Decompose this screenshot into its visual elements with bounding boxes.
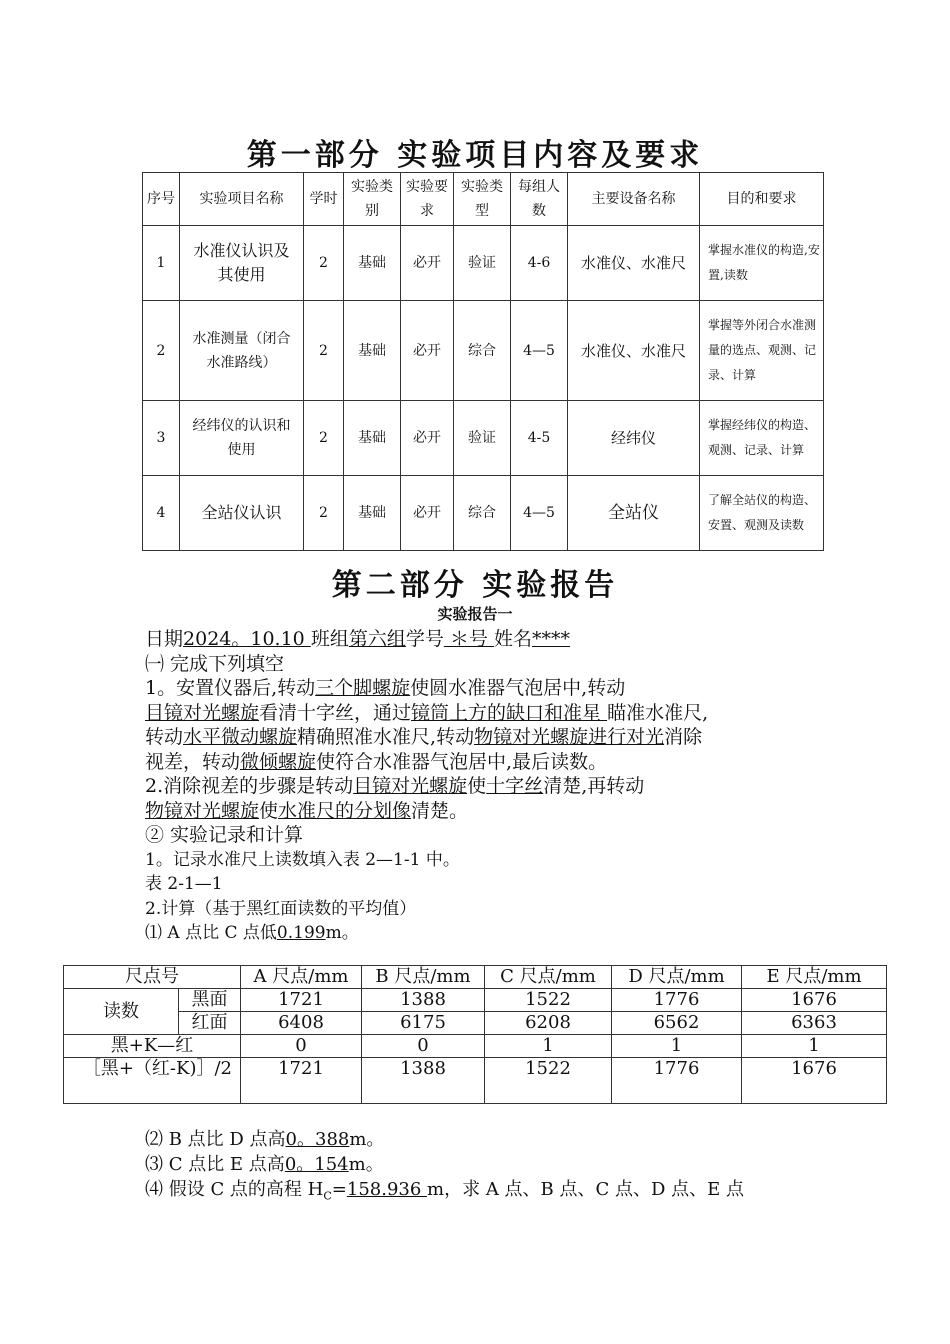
name-value: **** — [531, 628, 570, 650]
table-cell: 经纬仪的认识和使用 — [180, 401, 304, 476]
header-cell: 实验类别 — [344, 173, 401, 226]
report-title: 实验报告一 — [437, 605, 513, 623]
info-line — [145, 627, 845, 652]
row-label: 红面 — [179, 1012, 241, 1035]
text: 使 — [467, 775, 487, 797]
table-cell: 1721 — [241, 1058, 362, 1104]
calc-line-2 — [145, 1127, 744, 1152]
answer: 0.199 — [276, 923, 326, 943]
date-label: 日期 — [145, 628, 184, 650]
table-row — [64, 989, 887, 1012]
table-cell: 掌握经纬仪的构造、观测、记录、计算 — [700, 401, 824, 476]
answer: 镜筒上方的缺口和准星 — [411, 701, 608, 724]
table-cell: 4-6 — [511, 226, 568, 301]
answer: 水平微动螺旋 — [183, 726, 298, 748]
text: 看清十字丝，通过 — [259, 701, 412, 724]
answer: 158.936 — [346, 1179, 428, 1200]
header-cell: D 尺点/mm — [612, 966, 742, 989]
text: m。 — [349, 1129, 385, 1150]
answer: 微倾螺旋 — [240, 750, 317, 773]
table-cell: 1388 — [362, 1058, 485, 1104]
table-cell: 了解全站仪的构造、安置、观测及读数 — [700, 476, 824, 551]
answer: 十字丝 — [486, 775, 544, 797]
text: = — [331, 1179, 347, 1200]
table-cell: 1776 — [612, 1058, 742, 1104]
answer: 目镜对光螺旋 — [353, 775, 468, 797]
text: m。 — [348, 1154, 384, 1175]
table-cell: 综合 — [454, 301, 511, 401]
table-cell: 4—5 — [511, 301, 568, 401]
table-cell: 6175 — [362, 1012, 485, 1035]
q1-line1 — [145, 676, 845, 701]
table-row — [143, 301, 824, 401]
section2-title: ② 实验记录和计算 — [145, 824, 304, 846]
table-cell: 1676 — [742, 1058, 887, 1104]
table-cell: 6208 — [485, 1012, 612, 1035]
row-label: 读数 — [64, 989, 179, 1035]
header-cell: 每组人数 — [511, 173, 568, 226]
header-cell: C 尺点/mm — [485, 966, 612, 989]
table-row — [64, 1035, 887, 1058]
table-header-row — [64, 966, 887, 989]
table-row — [143, 401, 824, 476]
header-cell: 学时 — [304, 173, 344, 226]
table-cell: 1776 — [612, 989, 742, 1012]
text: 使圆水准器气泡居中,转动 — [410, 677, 626, 699]
table-row — [64, 1058, 887, 1104]
table-cell: 必开 — [401, 476, 454, 551]
text: 精确照准水准尺,转动 — [297, 726, 475, 748]
text: 清楚。 — [411, 799, 469, 822]
table-cell: 水准测量（闭合水准路线） — [180, 301, 304, 401]
table-cell: 基础 — [344, 301, 401, 401]
table-cell: 0 — [241, 1035, 362, 1058]
table-header-row — [143, 173, 824, 226]
header-cell: 主要设备名称 — [568, 173, 700, 226]
calc-results — [145, 1127, 744, 1209]
table-cell: 1 — [612, 1035, 742, 1058]
subscript: C — [323, 1189, 332, 1203]
header-cell: B 尺点/mm — [362, 966, 485, 989]
table-cell: 1 — [485, 1035, 612, 1058]
q2-line2 — [145, 799, 845, 824]
table-cell: 必开 — [401, 226, 454, 301]
table-cell: 全站仪认识 — [180, 476, 304, 551]
table-cell: 掌握等外闭合水准测量的选点、观测、记录、计算 — [700, 301, 824, 401]
calc-line-3 — [145, 1152, 744, 1177]
text: 使 — [259, 799, 279, 822]
text: ⑵ B 点比 D 点高 — [145, 1129, 286, 1150]
table-row — [143, 476, 824, 551]
calc-title: 2.计算（基于黑红面读数的平均值） — [145, 898, 417, 919]
part2-title: 第二部分 实验报告 — [331, 568, 619, 603]
q2-line1 — [145, 774, 845, 799]
calc-line-4 — [145, 1177, 744, 1209]
text: 消除 — [664, 726, 703, 748]
table-cell: 水准仪认识及其使用 — [180, 226, 304, 301]
header-cell: 实验类型 — [454, 173, 511, 226]
calc-line-1 — [145, 921, 845, 946]
header-cell: 目的和要求 — [700, 173, 824, 226]
part1-title: 第一部分 实验项目内容及要求 — [246, 138, 704, 173]
experiment-table — [142, 172, 824, 551]
answer: 物镜对光螺旋进行对光 — [474, 726, 665, 748]
answer: 三个脚螺旋 — [315, 677, 411, 699]
answer: 目镜对光螺旋 — [145, 701, 260, 724]
table-cell: 2 — [304, 301, 344, 401]
id-label: 学号 — [405, 628, 444, 650]
q1-line3 — [145, 725, 845, 750]
table-cell: 4—5 — [511, 476, 568, 551]
table-cell: 3 — [143, 401, 180, 476]
table-cell: 1522 — [485, 1058, 612, 1104]
text: 转动 — [145, 726, 184, 748]
text: 2.消除视差的步骤是转动 — [145, 775, 354, 797]
table-cell: 1388 — [362, 989, 485, 1012]
table-cell: 6562 — [612, 1012, 742, 1035]
row-label: 黑+K—红 — [64, 1035, 241, 1058]
table-cell: 4 — [143, 476, 180, 551]
table-caption: 表 2-1—1 — [145, 874, 223, 894]
table-cell: 水准仪、水准尺 — [568, 226, 700, 301]
header-cell: E 尺点/mm — [742, 966, 887, 989]
table-cell: 6363 — [742, 1012, 887, 1035]
name-label: 姓名 — [493, 628, 532, 650]
readings-table — [63, 965, 887, 1104]
table-cell: 2 — [304, 476, 344, 551]
group-value: 第六组 — [348, 628, 406, 650]
header-cell: A 尺点/mm — [241, 966, 362, 989]
text: 1。安置仪器后,转动 — [145, 677, 316, 699]
table-row — [64, 1012, 887, 1035]
answer: 物镜对光螺旋 — [145, 799, 260, 822]
text: 瞄准水准尺, — [607, 701, 709, 724]
table-cell: 必开 — [401, 401, 454, 476]
table-cell: 综合 — [454, 476, 511, 551]
text: 清楚,再转动 — [543, 775, 645, 797]
table-cell: 基础 — [344, 401, 401, 476]
table-cell: 全站仪 — [568, 476, 700, 551]
header-cell: 实验要求 — [401, 173, 454, 226]
answer: 水准尺的分划像 — [278, 799, 412, 822]
table-cell: 1 — [143, 226, 180, 301]
table-cell: 掌握水准仪的构造,安置,读数 — [700, 226, 824, 301]
header-cell: 实验项目名称 — [180, 173, 304, 226]
text: 视差，转动 — [145, 750, 241, 773]
table-cell: 2 — [304, 226, 344, 301]
table-cell: 1721 — [241, 989, 362, 1012]
table-cell: 6408 — [241, 1012, 362, 1035]
table-cell: 2 — [143, 301, 180, 401]
table-cell: 水准仪、水准尺 — [568, 301, 700, 401]
answer: 0。154 — [284, 1154, 349, 1175]
text: 使符合水准器气泡居中,最后读数。 — [316, 750, 608, 773]
text: ⑶ C 点比 E 点高 — [145, 1154, 285, 1175]
answer: 0。388 — [285, 1129, 350, 1150]
row-label: ［黑+（红-K)］/2 — [64, 1058, 241, 1104]
text: ⑷ 假设 C 点的高程 H — [145, 1179, 324, 1200]
text: ⑴ A 点比 C 点低 — [145, 923, 277, 943]
table-cell: 验证 — [454, 226, 511, 301]
table-cell: 4-5 — [511, 401, 568, 476]
table-cell: 1522 — [485, 989, 612, 1012]
report-body — [145, 627, 845, 946]
group-label: 班组 — [310, 628, 349, 650]
table-cell: 经纬仪 — [568, 401, 700, 476]
header-cell: 尺点号 — [64, 966, 241, 989]
table-cell: 基础 — [344, 226, 401, 301]
q1-line2 — [145, 701, 845, 726]
header-cell: 序号 — [143, 173, 180, 226]
section1-title: ㈠ 完成下列填空 — [145, 652, 285, 675]
record-line: 1。记录水准尺上读数填入表 2—1-1 中。 — [145, 849, 460, 870]
table-cell: 必开 — [401, 301, 454, 401]
q1-line4 — [145, 750, 845, 775]
table-cell: 2 — [304, 401, 344, 476]
table-cell: 0 — [362, 1035, 485, 1058]
table-row — [143, 226, 824, 301]
row-label: 黑面 — [179, 989, 241, 1012]
table-cell: 1676 — [742, 989, 887, 1012]
table-cell: 验证 — [454, 401, 511, 476]
text: m。 — [325, 923, 359, 943]
table-cell: 1 — [742, 1035, 887, 1058]
id-value: ＊号 — [443, 628, 494, 650]
text: m，求 A 点、B 点、C 点、D 点、E 点 — [427, 1179, 744, 1200]
date-value: 2024。10.10 — [183, 628, 311, 650]
table-cell: 基础 — [344, 476, 401, 551]
